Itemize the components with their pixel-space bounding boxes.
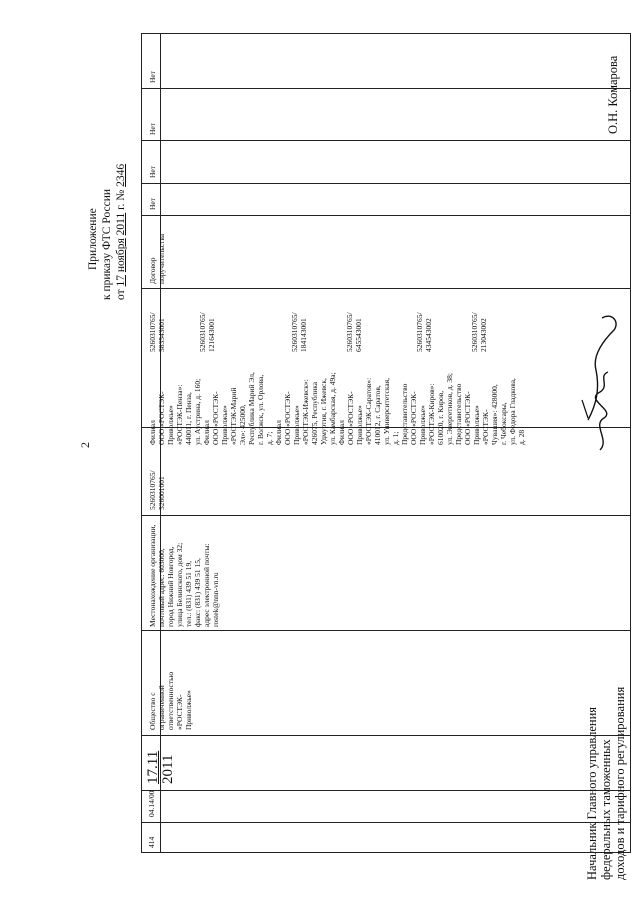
flag-4: Нет	[148, 70, 157, 83]
order-reference: к приказу ФТС России	[101, 189, 113, 300]
flag-3: Нет	[148, 122, 157, 135]
order-year: 2011	[115, 212, 127, 236]
order-month: ноября	[115, 238, 127, 273]
order-year-suffix: г.	[115, 203, 127, 210]
appendix-label: Приложение	[87, 208, 99, 270]
handwritten-signature	[570, 300, 630, 460]
branch-code-6: 5260310765/ 213043002	[470, 312, 488, 352]
order-date-prefix: от	[115, 289, 127, 300]
order-number: 2346	[115, 163, 127, 187]
basis-document: Договор поручительства	[148, 233, 166, 284]
flag-1: Нет	[148, 197, 157, 210]
branches-list: Филиал ООО «РОСТЭК- Приволжье» «РОСТЭК-Пенза»: 440011, г. Пенза, ул. Аустрина, д. 160; Филиал ООО «РОСТЭК- Приволжье» «РОСТЭК-Марий Эл»: 425000, Республика Марий Эл, г. Волжск, ул. Орлова, д. 7; Филиал ООО «РОСТЭК- Приволжье» «РОСТЭК-Ижевск»: 426075, Республика Удмуртия, г. Ижевск, ул. Камбарская, д. 49а; Филиал ООО «РОСТЭК- Приволжье» «РОСТЭК-Саратов»: 410012, г. Саратов, ул. Университетская, д. 1; Представительство ООО «РОСТЭК- Приволжье» «РОСТЭК-Киров»: 610020, г. Киров, ул. Энергетиков, д. 38; Представительство ООО «РОСТЭК- Приволжье» «РОСТЭК- Чувашия»: 428000, г. Чебоксары, ул. Федора Гладкова, д. 28	[148, 372, 526, 445]
row-date-day: 17.11	[145, 750, 161, 784]
order-date-line	[114, 164, 128, 300]
branch-code-3: 5260310765/ 184143001	[290, 312, 308, 352]
page-number: 2	[78, 442, 92, 448]
org-name: Общество с ограниченной ответственностью «РОСТЭК- Приволжье»	[148, 671, 193, 730]
branch-code-4: 5260310765/ 645543001	[345, 312, 363, 352]
row-code: 04.14/00	[147, 790, 156, 817]
row-date	[146, 751, 176, 784]
branch-code-5: 5260310765/ 434543002	[415, 312, 433, 352]
order-day: 17	[115, 275, 127, 287]
org-location: Местонахождение организации, почтовый адрес: 603000, город Нижний Новгород, улица Белинского, дом 32; тел.: (831) 439 51 19, факс: (831) 439 51 15, адрес электронной почты: rostek@nnn-vn.ru	[148, 524, 220, 627]
org-inn-kpp: 5260310765/ 526001001	[148, 470, 166, 510]
branch-code-2: 5260310765/ 121643001	[198, 312, 216, 352]
order-number-sign: №	[115, 189, 127, 201]
flag-2: Нет	[148, 165, 157, 178]
signatory-name: О.Н. Комарова	[606, 55, 620, 134]
row-date-year: 2011	[160, 754, 176, 784]
branch-code-1: 5260310765/ 583543001	[148, 312, 166, 352]
signatory-title: Начальник Главного управления федеральных таможенных доходов и тарифного регулирования	[585, 686, 627, 880]
row-number: 414	[147, 836, 156, 848]
